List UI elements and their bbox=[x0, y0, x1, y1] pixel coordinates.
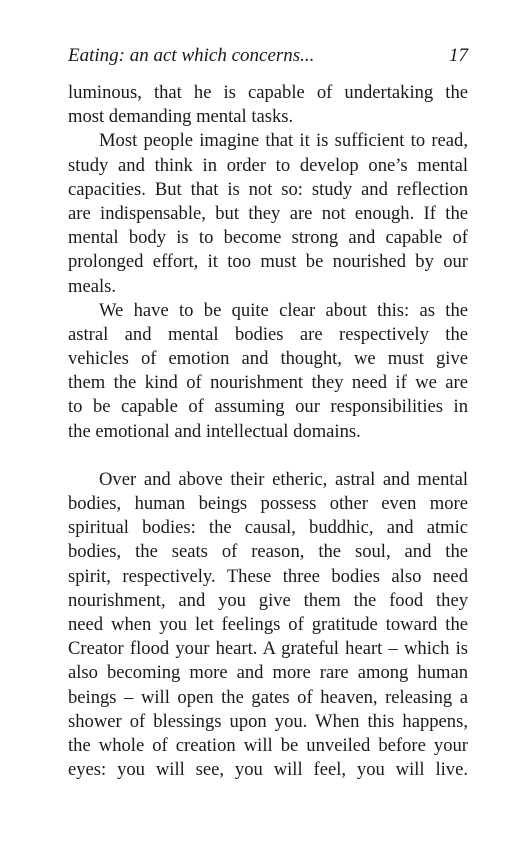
text-line: nourishment, and you give them the food they bbox=[68, 589, 468, 611]
text-line: eyes: you will see, you will feel, you will live. bbox=[68, 759, 468, 781]
text-line: Most people imagine that it is sufficient to read, bbox=[99, 130, 468, 152]
text-line: spirit, respectively. These three bodies also need bbox=[68, 565, 468, 587]
text-line: bodies, the seats of reason, the soul, and the bbox=[68, 541, 468, 563]
page-number: 17 bbox=[449, 45, 468, 66]
text-line: them the kind of nourishment they need if we are bbox=[68, 372, 468, 394]
text-line: most demanding mental tasks. bbox=[68, 106, 294, 128]
text-line: the emotional and intellectual domains. bbox=[68, 420, 361, 442]
running-header bbox=[68, 44, 468, 68]
paragraph-3 bbox=[68, 299, 468, 444]
text-line: bodies, human beings possess other even more bbox=[68, 493, 468, 514]
text-line: vehicles of emotion and thought, we must give bbox=[68, 348, 468, 370]
text-line: to be capable of assuming our responsibilities in bbox=[68, 396, 468, 418]
paragraph-2 bbox=[68, 129, 468, 298]
text-line: We have to be quite clear about this: as the bbox=[99, 299, 468, 321]
text-line: prolonged effort, it too must be nourished by our bbox=[68, 251, 468, 273]
text-line: study and think in order to develop one’s mental bbox=[68, 154, 468, 176]
paragraph-spacer bbox=[68, 444, 468, 468]
text-line: need when you let feelings of gratitude toward the bbox=[68, 613, 468, 635]
text-line: meals. bbox=[68, 275, 117, 297]
running-title: Eating: an act which concerns... bbox=[68, 45, 315, 66]
paragraph-4 bbox=[68, 468, 468, 782]
text-line: the whole of creation will be unveiled before your bbox=[68, 734, 468, 756]
text-line: capacities. But that is not so: study and reflection bbox=[68, 178, 468, 200]
text-line: mental body is to become strong and capable of bbox=[68, 227, 468, 249]
text-line: luminous, that he is capable of undertaking the bbox=[68, 82, 468, 103]
paragraph-1 bbox=[68, 81, 468, 129]
text-line: Creator flood your heart. A grateful heart – which is bbox=[68, 638, 468, 660]
body-text bbox=[68, 81, 468, 782]
text-line: are indispensable, but they are not enough. If the bbox=[68, 202, 468, 224]
text-line: shower of blessings upon you. When this happens, bbox=[68, 710, 468, 732]
text-line: spiritual bodies: the causal, buddhic, and atmic bbox=[68, 517, 468, 539]
text-line: Over and above their etheric, astral and mental bbox=[99, 468, 468, 490]
text-line: beings – will open the gates of heaven, releasing a bbox=[68, 686, 468, 708]
text-line: astral and mental bodies are respectively the bbox=[68, 323, 468, 345]
text-line: also becoming more and more rare among human bbox=[68, 662, 468, 684]
